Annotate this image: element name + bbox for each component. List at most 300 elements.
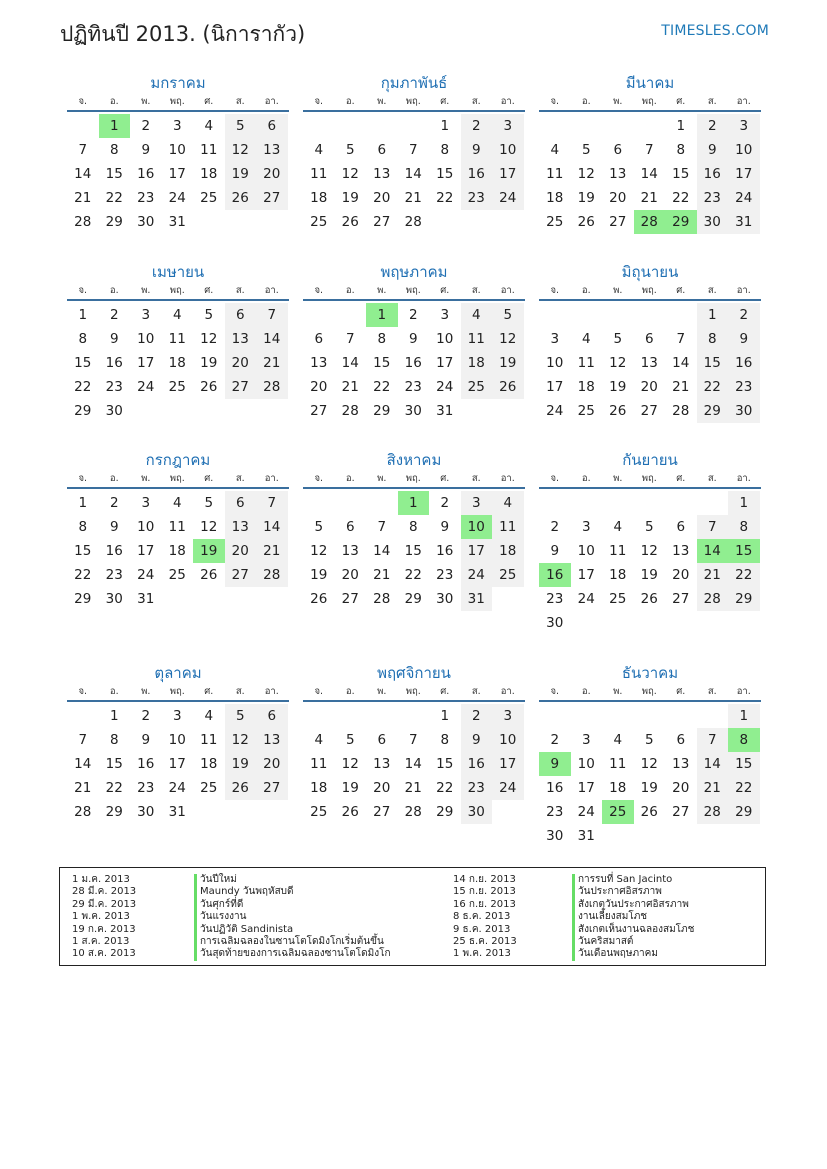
day-cell: 2 — [550, 732, 560, 748]
day-cell: 14 — [672, 355, 690, 371]
legend-date: 14 ก.ย. 2013 — [453, 874, 516, 885]
legend-holiday-name: วันเดือนพฤษภาคม — [572, 948, 694, 960]
day-cell: 6 — [377, 142, 387, 158]
empty-cell — [67, 704, 99, 728]
day-cell: 28 — [672, 403, 690, 419]
day-cell: 5 — [644, 519, 654, 535]
day-cell: 26 — [577, 214, 595, 230]
day-cell: 24 — [168, 190, 186, 206]
day-cell: 22 — [728, 776, 760, 800]
day-cell: 24 — [137, 567, 155, 583]
weekday-label: อา. — [264, 285, 279, 296]
legend-holiday-name: งานเลี้ยงสมโภช — [572, 911, 694, 923]
day-cell: 30 — [436, 591, 454, 607]
holiday-day-cell: 1 — [398, 491, 430, 515]
day-cell: 31 — [168, 804, 186, 820]
day-cell: 22 — [728, 563, 760, 587]
day-cell: 12 — [200, 331, 218, 347]
day-cell: 5 — [204, 307, 214, 323]
day-cell: 29 — [74, 591, 92, 607]
weekday-label: จ. — [550, 473, 560, 484]
day-cell: 28 — [341, 403, 359, 419]
day-cell: 15 — [105, 756, 123, 772]
day-cell: 26 — [200, 567, 218, 583]
empty-cell — [602, 704, 634, 728]
month-name: มีนาคม — [625, 74, 675, 92]
weekday-label: จ. — [314, 686, 324, 697]
day-cell: 13 — [672, 543, 690, 559]
day-cell: 5 — [204, 495, 214, 511]
day-cell: 13 — [225, 327, 257, 351]
weekday-header — [539, 471, 761, 489]
day-cell: 29 — [404, 591, 422, 607]
day-cell: 29 — [728, 587, 760, 611]
day-cell: 16 — [105, 543, 123, 559]
day-cell: 12 — [225, 728, 257, 752]
day-cell: 18 — [200, 166, 218, 182]
day-cell: 23 — [105, 379, 123, 395]
day-cell: 2 — [109, 495, 119, 511]
empty-cell — [634, 704, 666, 728]
day-cell: 11 — [609, 543, 627, 559]
empty-cell — [571, 303, 603, 327]
day-cell: 3 — [461, 491, 493, 515]
day-cell: 22 — [436, 190, 454, 206]
day-cell: 25 — [461, 375, 493, 399]
weekday-label: อ. — [581, 96, 591, 107]
weekday-label: ศ. — [676, 473, 686, 484]
holiday-day-cell: 9 — [539, 752, 571, 776]
day-cell: 4 — [613, 732, 623, 748]
day-cell: 15 — [436, 166, 454, 182]
weekday-label: ส. — [235, 96, 245, 107]
legend-holiday-name: สังเกตเห็นงานฉลองสมโภช — [572, 924, 694, 936]
day-cell: 11 — [546, 166, 564, 182]
weekday-label: จ. — [314, 473, 324, 484]
month-name: กุมภาพันธ์ — [380, 74, 448, 92]
weekday-label: อ. — [581, 473, 591, 484]
day-cell: 17 — [728, 162, 760, 186]
legend-holiday-name: วันศุกร์ที่ดี — [194, 899, 391, 911]
day-cell: 6 — [613, 142, 623, 158]
day-cell: 7 — [408, 142, 418, 158]
day-cell: 23 — [546, 804, 564, 820]
day-cell: 7 — [644, 142, 654, 158]
weekday-label: จ. — [314, 96, 324, 107]
day-cell: 8 — [377, 331, 387, 347]
day-cell: 24 — [728, 186, 760, 210]
day-cell: 5 — [644, 732, 654, 748]
empty-cell — [539, 114, 571, 138]
legend-holiday-name: วันคริสมาสต์ — [572, 936, 694, 948]
legend-left-names — [194, 874, 391, 961]
empty-cell — [335, 114, 367, 138]
day-cell: 12 — [310, 543, 328, 559]
weekday-label: จ. — [78, 285, 88, 296]
day-cell: 4 — [204, 118, 214, 134]
empty-cell — [398, 114, 430, 138]
day-cell: 30 — [105, 591, 123, 607]
weekday-label: พ. — [141, 285, 151, 296]
weekday-label: พ. — [377, 473, 387, 484]
month-block — [67, 261, 289, 423]
day-cell: 2 — [141, 708, 151, 724]
weekday-header — [539, 283, 761, 301]
weekday-label: พ. — [377, 285, 387, 296]
day-cell: 10 — [577, 543, 595, 559]
day-cell: 27 — [225, 375, 257, 399]
day-cell: 13 — [225, 515, 257, 539]
weekday-label: ศ. — [440, 473, 450, 484]
day-cell: 28 — [404, 804, 422, 820]
day-cell: 27 — [672, 804, 690, 820]
holiday-day-cell: 14 — [697, 539, 729, 563]
day-cell: 27 — [373, 804, 391, 820]
day-cell: 12 — [640, 543, 658, 559]
day-cell: 1 — [676, 118, 686, 134]
weekday-label: พฤ. — [405, 96, 421, 107]
day-cell: 9 — [461, 728, 493, 752]
holiday-day-cell: 1 — [366, 303, 398, 327]
legend-date: 1 ม.ค. 2013 — [72, 874, 130, 885]
site-link[interactable]: TIMESLES.COM — [661, 23, 769, 39]
day-cell: 20 — [672, 780, 690, 796]
day-cell: 9 — [408, 331, 418, 347]
empty-cell — [602, 303, 634, 327]
day-cell: 5 — [225, 704, 257, 728]
empty-cell — [697, 491, 729, 515]
day-cell: 13 — [373, 756, 391, 772]
day-cell: 18 — [609, 780, 627, 796]
day-cell: 12 — [225, 138, 257, 162]
day-cell: 3 — [440, 307, 450, 323]
weekday-label: ศ. — [204, 473, 214, 484]
weekday-label: อา. — [264, 473, 279, 484]
day-cell: 1 — [78, 307, 88, 323]
day-cell: 22 — [404, 567, 422, 583]
day-cell: 27 — [672, 591, 690, 607]
day-cell: 9 — [109, 331, 119, 347]
day-cell: 22 — [74, 567, 92, 583]
day-cell: 2 — [697, 114, 729, 138]
weekday-label: พฤ. — [641, 686, 657, 697]
weekday-label: อ. — [109, 686, 119, 697]
day-cell: 26 — [310, 591, 328, 607]
day-cell: 20 — [256, 752, 288, 776]
day-cell: 13 — [256, 138, 288, 162]
day-cell: 16 — [461, 162, 493, 186]
day-cell: 28 — [256, 375, 288, 399]
legend-date: 25 ธ.ค. 2013 — [453, 935, 517, 947]
day-grid — [67, 491, 289, 611]
day-cell: 21 — [373, 567, 391, 583]
day-cell: 4 — [581, 331, 591, 347]
weekday-label: จ. — [314, 285, 324, 296]
day-cell: 17 — [168, 756, 186, 772]
weekday-label: พฤ. — [405, 285, 421, 296]
day-cell: 3 — [172, 118, 182, 134]
day-cell: 9 — [109, 519, 119, 535]
month-name: มกราคม — [150, 74, 206, 92]
day-cell: 15 — [74, 543, 92, 559]
day-grid — [67, 303, 289, 423]
empty-cell — [335, 491, 367, 515]
day-cell: 7 — [676, 331, 686, 347]
day-cell: 31 — [436, 403, 454, 419]
day-cell: 5 — [314, 519, 324, 535]
day-grid — [303, 303, 525, 423]
weekday-label: พฤ. — [641, 473, 657, 484]
day-cell: 21 — [697, 776, 729, 800]
day-cell: 14 — [404, 756, 422, 772]
legend-right-dates — [453, 874, 517, 961]
empty-cell — [602, 114, 634, 138]
day-cell: 1 — [109, 708, 119, 724]
day-cell: 13 — [341, 543, 359, 559]
weekday-label: ส. — [707, 285, 717, 296]
day-cell: 31 — [168, 214, 186, 230]
empty-cell — [335, 704, 367, 728]
weekday-label: ส. — [707, 473, 717, 484]
day-cell: 26 — [492, 375, 524, 399]
legend-date: 16 ก.ย. 2013 — [453, 898, 516, 910]
day-cell: 1 — [440, 708, 450, 724]
weekday-label: อา. — [264, 96, 279, 107]
day-grid — [303, 704, 525, 824]
legend-date: 28 มี.ค. 2013 — [72, 886, 137, 898]
holiday-day-cell: 15 — [728, 539, 760, 563]
day-cell: 7 — [256, 303, 288, 327]
day-cell: 9 — [141, 732, 151, 748]
month-name: มิถุนายน — [621, 263, 679, 281]
day-cell: 21 — [256, 351, 288, 375]
legend-holiday-name: วันแรงงาน — [194, 911, 391, 923]
day-cell: 14 — [74, 756, 92, 772]
day-cell: 17 — [168, 166, 186, 182]
month-name: เมษายน — [151, 263, 205, 281]
day-cell: 9 — [440, 519, 450, 535]
legend-holiday-name: วันสุดท้ายของการเฉลิมฉลองซานโตโดมิงโก — [194, 948, 391, 960]
weekday-label: พฤ. — [169, 473, 185, 484]
day-cell: 29 — [105, 214, 123, 230]
day-cell: 24 — [168, 780, 186, 796]
empty-cell — [539, 303, 571, 327]
day-cell: 23 — [546, 591, 564, 607]
day-cell: 5 — [345, 142, 355, 158]
empty-cell — [335, 303, 367, 327]
day-cell: 4 — [314, 142, 324, 158]
weekday-label: อา. — [500, 96, 515, 107]
day-cell: 17 — [492, 162, 524, 186]
day-cell: 12 — [200, 519, 218, 535]
day-cell: 22 — [672, 190, 690, 206]
day-cell: 4 — [314, 732, 324, 748]
weekday-label: อ. — [345, 686, 355, 697]
day-grid — [539, 491, 761, 635]
day-cell: 30 — [697, 210, 729, 234]
day-cell: 12 — [640, 756, 658, 772]
weekday-label: ส. — [471, 473, 481, 484]
day-cell: 19 — [577, 190, 595, 206]
day-cell: 8 — [78, 519, 88, 535]
day-cell: 8 — [728, 515, 760, 539]
day-cell: 19 — [200, 355, 218, 371]
day-cell: 12 — [609, 355, 627, 371]
day-cell: 15 — [672, 166, 690, 182]
day-cell: 19 — [341, 780, 359, 796]
weekday-header — [303, 471, 525, 489]
day-cell: 21 — [74, 780, 92, 796]
weekday-label: จ. — [550, 285, 560, 296]
day-cell: 22 — [105, 190, 123, 206]
page-title: ปฏิทินปี 2013. (นิการากัว) — [60, 22, 306, 46]
day-cell: 30 — [137, 214, 155, 230]
weekday-label: จ. — [550, 686, 560, 697]
day-cell: 8 — [440, 732, 450, 748]
day-cell: 7 — [78, 732, 88, 748]
day-cell: 19 — [310, 567, 328, 583]
day-cell: 6 — [676, 732, 686, 748]
day-cell: 7 — [697, 728, 729, 752]
day-cell: 17 — [137, 543, 155, 559]
day-cell: 30 — [728, 399, 760, 423]
day-cell: 24 — [436, 379, 454, 395]
day-cell: 24 — [577, 804, 595, 820]
day-cell: 30 — [546, 828, 564, 844]
day-cell: 4 — [172, 307, 182, 323]
weekday-label: อ. — [109, 285, 119, 296]
day-cell: 4 — [613, 519, 623, 535]
day-cell: 31 — [577, 828, 595, 844]
day-cell: 10 — [137, 331, 155, 347]
weekday-header — [67, 471, 289, 489]
weekday-header — [303, 684, 525, 702]
legend-holiday-name: การเฉลิมฉลองในซานโตโดมิงโกเริ่มต้นขึ้น — [194, 936, 391, 948]
day-cell: 16 — [697, 162, 729, 186]
empty-cell — [634, 303, 666, 327]
holiday-day-cell: 28 — [634, 210, 666, 234]
weekday-label: พ. — [613, 686, 623, 697]
weekday-label: พฤ. — [405, 686, 421, 697]
day-cell: 7 — [345, 331, 355, 347]
legend-date: 1 ส.ค. 2013 — [72, 935, 130, 947]
day-cell: 14 — [640, 166, 658, 182]
day-cell: 22 — [436, 780, 454, 796]
day-cell: 26 — [225, 776, 257, 800]
day-cell: 11 — [168, 519, 186, 535]
weekday-label: ศ. — [440, 285, 450, 296]
day-cell: 1 — [697, 303, 729, 327]
day-cell: 20 — [609, 190, 627, 206]
weekday-label: พ. — [613, 285, 623, 296]
day-cell: 5 — [581, 142, 591, 158]
day-cell: 19 — [609, 379, 627, 395]
day-cell: 25 — [200, 780, 218, 796]
day-cell: 17 — [492, 752, 524, 776]
day-grid — [539, 114, 761, 234]
empty-cell — [571, 491, 603, 515]
weekday-label: ส. — [471, 96, 481, 107]
day-cell: 20 — [373, 190, 391, 206]
day-cell: 1 — [440, 118, 450, 134]
weekday-label: พฤ. — [169, 96, 185, 107]
day-cell: 3 — [581, 732, 591, 748]
weekday-label: ส. — [471, 686, 481, 697]
day-cell: 20 — [672, 567, 690, 583]
day-cell: 29 — [105, 804, 123, 820]
day-cell: 11 — [310, 166, 328, 182]
day-cell: 4 — [204, 708, 214, 724]
day-cell: 10 — [137, 519, 155, 535]
weekday-label: ศ. — [676, 686, 686, 697]
weekday-label: พ. — [613, 96, 623, 107]
legend-right-names — [572, 874, 694, 961]
month-block — [303, 662, 525, 824]
day-cell: 13 — [640, 355, 658, 371]
day-cell: 14 — [256, 327, 288, 351]
holiday-day-cell: 1 — [99, 114, 131, 138]
day-cell: 28 — [404, 214, 422, 230]
day-cell: 27 — [225, 563, 257, 587]
day-cell: 14 — [697, 752, 729, 776]
day-cell: 31 — [137, 591, 155, 607]
empty-cell — [665, 704, 697, 728]
day-cell: 12 — [341, 756, 359, 772]
day-cell: 1 — [78, 495, 88, 511]
legend-holiday-name: วันประกาศอิสรภาพ — [572, 886, 694, 898]
day-cell: 8 — [109, 732, 119, 748]
day-cell: 2 — [550, 519, 560, 535]
day-cell: 17 — [461, 539, 493, 563]
day-cell: 8 — [78, 331, 88, 347]
weekday-label: อา. — [500, 285, 515, 296]
day-cell: 3 — [172, 708, 182, 724]
day-cell: 28 — [697, 587, 729, 611]
weekday-label: พฤ. — [641, 96, 657, 107]
day-cell: 25 — [168, 379, 186, 395]
day-cell: 30 — [404, 403, 422, 419]
legend-date: 15 ก.ย. 2013 — [453, 886, 516, 898]
day-cell: 25 — [609, 591, 627, 607]
weekday-label: ส. — [707, 96, 717, 107]
weekday-header — [539, 684, 761, 702]
day-cell: 16 — [728, 351, 760, 375]
month-block — [67, 449, 289, 611]
empty-cell — [398, 704, 430, 728]
weekday-label: จ. — [550, 96, 560, 107]
day-cell: 27 — [640, 403, 658, 419]
day-cell: 8 — [408, 519, 418, 535]
day-cell: 21 — [672, 379, 690, 395]
day-cell: 17 — [137, 355, 155, 371]
month-name: กันยายน — [622, 451, 678, 469]
legend-holiday-name: การรบที่ San Jacinto — [572, 874, 694, 886]
weekday-label: ศ. — [676, 285, 686, 296]
weekday-label: อ. — [581, 285, 591, 296]
day-cell: 26 — [225, 186, 257, 210]
weekday-label: จ. — [78, 473, 88, 484]
day-cell: 28 — [373, 591, 391, 607]
day-cell: 26 — [341, 214, 359, 230]
day-cell: 14 — [74, 166, 92, 182]
day-cell: 23 — [728, 375, 760, 399]
weekday-label: พ. — [141, 473, 151, 484]
weekday-label: ส. — [471, 285, 481, 296]
day-cell: 6 — [256, 704, 288, 728]
day-cell: 16 — [137, 166, 155, 182]
weekday-header — [67, 94, 289, 112]
day-cell: 25 — [168, 567, 186, 583]
